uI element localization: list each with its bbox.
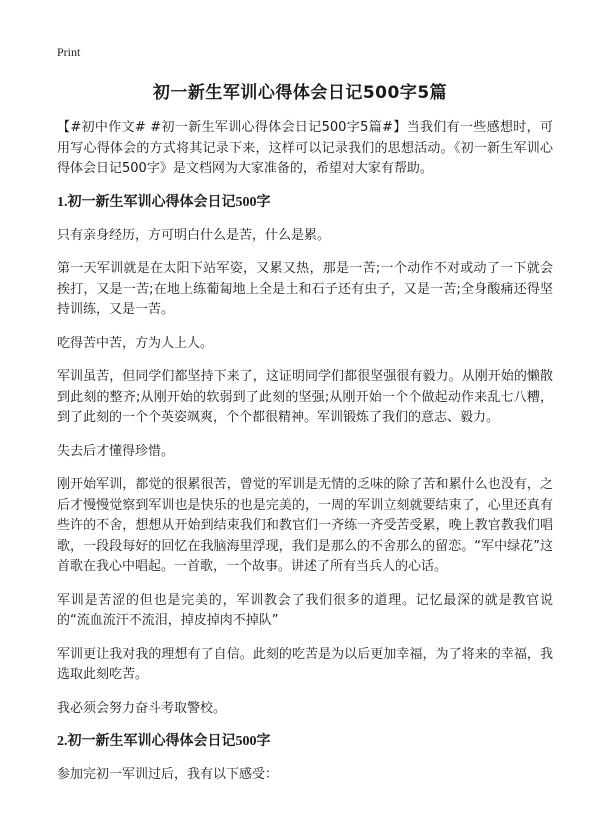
intro-paragraph: 【#初中作文# #初一新生军训心得体会日记500字5篇#】当我们有一些感想时，可用写心得体会的方式将其记录下来，这样可以记录我们的思想活动。《初一新生军训心得体会日记500字》是文档网为大家准备的，希望对大家有帮助。: [57, 120, 553, 176]
section-1-paragraph: 军训虽苦，但同学们都坚持下来了，这证明同学们都很坚强很有毅力。从刚开始的懒散到此刻的整齐;从刚开始的软弱到了此刻的坚强;从刚开始一个个做起动作来乱七八糟，到了此刻的一个个英姿飒爽，个个都很精神。军训锻炼了我们的意志、毅力。: [57, 369, 553, 425]
print-label: Print: [57, 45, 81, 59]
section-2-heading: 2.初一新生军训心得体会日记500字: [57, 734, 271, 749]
section-1-paragraph: 只有亲身经历，方可明白什么是苦，什么是累。: [57, 227, 331, 243]
section-2-paragraph: 参加完初一军训过后，我有以下感受：: [57, 767, 279, 782]
section-1-paragraph: 刚开始军训，都觉的很累很苦，曾觉的军训是无情的乏味的除了苦和累什么也没有，之后才慢慢觉察到军训也是快乐的也是完美的，一周的军训立刻就要结束了，心里还真有些许的不舍，想想从开始到结束我们和教官们一齐练一齐受苦受累，晚上教官教我们唱歌，一段段每好的回忆在我脑海里浮现，我们是那么的不舍那么的留恋。“军中绿花”这首歌在我心中唱起。一首歌，一个故事。讲述了所有当兵人的心话。: [57, 477, 553, 574]
section-1-heading: 1.初一新生军训心得体会日记500字: [57, 194, 271, 210]
section-1-paragraph: 军训更让我对我的理想有了自信。此刻的吃苦是为以后更加幸福，为了将来的幸福，我选取此刻吃苦。: [57, 646, 553, 682]
section-1-paragraph: 军训是苦涩的但也是完美的，军训教会了我们很多的道理。记忆最深的就是教官说的“流血流汗不流泪，掉皮掉肉不掉队”: [57, 592, 553, 628]
section-1-paragraph: 吃得苦中苦，方为人上人。: [57, 335, 214, 351]
section-1-paragraph: 我必须会努力奋斗考取警校。: [57, 700, 227, 716]
section-1-paragraph: 失去后才懂得珍惜。: [57, 443, 175, 459]
section-1-paragraph: 第一天军训就是在太阳下站军姿，又累又热，那是一苦;一个动作不对或动了一下就会挨打，又是一苦;在地上练葡匐地上全是土和石子还有虫子，又是一苦;全身酸痛还得坚持训练，又是一苦。: [57, 261, 553, 317]
document-title: 初一新生军训心得体会日记500字5篇: [152, 83, 448, 103]
document-body: [57, 118, 553, 799]
